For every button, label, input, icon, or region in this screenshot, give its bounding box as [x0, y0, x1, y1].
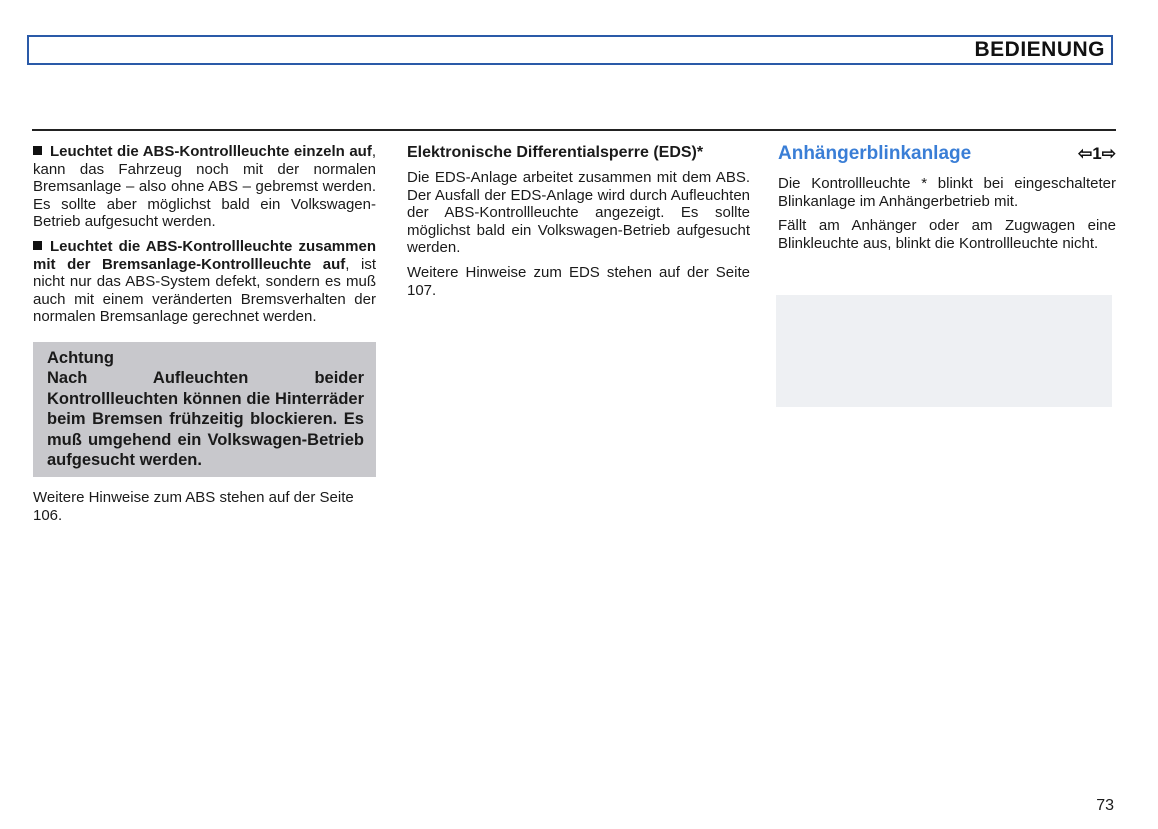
bullet-square-icon — [33, 146, 42, 155]
eds-paragraph: Die EDS-Anlage arbeitet zusammen mit dem ABS. Der Ausfall der EDS-Anlage wird durch Aufleuchten der ABS-Kontrollleuchte angezeigt. Es sollte möglichst bald ein Volkswagen-Betrieb aufgesucht werden. — [407, 169, 750, 257]
abs-combined-paragraph — [33, 238, 376, 326]
turn-signal-trailer-icon: ⇦1⇨ — [1078, 144, 1116, 163]
trailer-heading — [778, 143, 1116, 165]
eds-note: Weitere Hinweise zum EDS stehen auf der Seite 107. — [407, 263, 750, 299]
abs-single-text: , kann das Fahrzeug noch mit der normalen Bremsanlage – also ohne ABS – gebremst werden. Es sollte aber möglichst bald ein Volkswagen-Betrieb aufgesucht werden. — [33, 143, 376, 231]
abs-single-lead: Leuchtet die ABS-Kontrollleuchte einzeln auf — [50, 143, 372, 160]
warning-title: Achtung — [47, 348, 114, 367]
eds-heading: Elektronische Differentialsperre (EDS)* — [407, 144, 704, 161]
abs-combined-lead: Leuchtet die ABS-Kontrollleuchte zusammen mit der Bremsanlage-Kontrollleuchte auf — [33, 237, 376, 273]
trailer-paragraph-1: Die Kontrollleuchte * blinkt bei eingeschalteter Blinkanlage im Anhängerbetrieb mit. — [778, 175, 1116, 210]
warning-text: Nach Aufleuchten beider Kontrollleuchten können die Hinterräder beim Bremsen frühzeitig blockieren. Es muß umgehend ein Volkswagen-Betrieb aufgesucht werden. — [47, 369, 364, 470]
column-eds — [407, 143, 750, 306]
trailer-heading-text: Anhängerblinkanlage — [778, 143, 972, 164]
bullet-square-icon — [33, 241, 42, 250]
abs-combined-text: , ist nicht nur das ABS-System defekt, sondern es muß auch mit einem veränderten Bremsverhalten der normalen Bremsanlage gerechnet werden. — [33, 255, 376, 326]
abs-note: Weitere Hinweise zum ABS stehen auf der Seite 106. — [33, 488, 354, 524]
column-trailer — [778, 143, 1116, 259]
header-bar — [27, 35, 1113, 65]
trailer-paragraph-2: Fällt am Anhänger oder am Zugwagen eine Blinkleuchte aus, blinkt die Kontrollleuchte nicht. — [778, 217, 1116, 252]
divider-rule — [32, 129, 1116, 131]
column-abs — [33, 143, 376, 531]
warning-box — [33, 342, 376, 477]
bleed-through-image — [776, 295, 1112, 407]
abs-single-paragraph — [33, 143, 376, 231]
page-number: 73 — [1096, 797, 1114, 814]
section-title: BEDIENUNG — [974, 38, 1105, 61]
